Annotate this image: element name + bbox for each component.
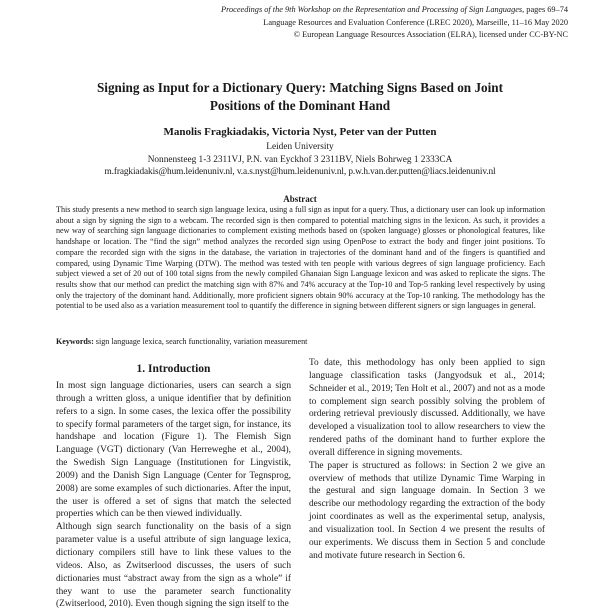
copyright-line: © European Language Resources Association (ELRA), licensed under CC-BY-NC	[293, 30, 568, 40]
title-line-1: Signing as Input for a Dictionary Query: Matching Signs Based on Joint	[96, 80, 504, 95]
abstract-text: This study presents a new method to search sign language lexica, using a full sign as input for a query. Thus, a dictionary user can look up information about a sign by signing the sign to a webcam. The recorded sign is then compared to potential matching signs in the lexicon. As such, it provides a new way of searching sign language dictionaries to complement existing methods based on (spoken language) glosses or phonological features, like handshape or location. The “find the sign” method analyzes the recorded sign using OpenPose to extract the body and finger joint positions. To compare the recorded sign with the signs in the database, the variation in trajectories of the dominant hand and of the fingers is quantified and compared, using Dynamic Time Warping (DTW). The method was tested with ten people with various degrees of sign language proficiency. Each subject viewed a set of 20 out of 100 total signs from the newly compiled Ghanaian Sign Language lexicon and was asked to replicate the signs. The results show that our method can predict the matching sign with 87% and 74% accuracy at the Top-10 and Top-5 ranking level respectively by using only the trajectory of the dominant hand. Additionally, more proficient signers obtain 90% accuracy at the Top-10 ranking. The methodology has the potential to be used also as a variation measurement tool to quantify the difference in signing between different signers or sign languages in general.	[56, 205, 545, 311]
proceedings-header	[188, 4, 568, 42]
paragraph: Although sign search functionality on the basis of a sign parameter value is a useful attribute of sign language lexica, dictionary compilers still have to link these values to the videos. Also, as Zwitserlood discusses, the users of such dictionaries must “abstract away from the sign as a whole” if they want to use the parameter search functionality (Zwitserlood, 2010). Even though signing the sign itself to the	[56, 522, 291, 610]
proceedings-pages: , pages 69–74	[522, 5, 568, 14]
paragraph: In most sign language dictionaries, users can search a sign through a written gloss, a unique identifier that by definition refers to a sign. In some cases, the lexica offer the possibility to specify formal parameters of the target sign, for instance, its handshape and location (Figure 1). The Flemish Sign Language (VGT) dictionary (Van Herreweghe et al., 2004), the Swedish Sign Language (Institutionen for Lingvistik, 2009) and the Danish Sign Language (Center for Tegnsprog, 2008) are some examples of such dictionaries. After the input, the user is offered a set of signs that match the selected properties which can be then viewed individually.	[56, 381, 291, 520]
affiliation-block	[10, 141, 590, 179]
address: Nonnensteeg 1-3 2311VJ, P.N. van Eyckhof 3 2311BV, Niels Bohrweg 1 2333CA	[147, 154, 453, 165]
keywords-list: sign language lexica, search functionality, variation measurement	[95, 337, 308, 346]
left-column	[56, 380, 291, 610]
abstract-heading: Abstract	[283, 194, 317, 204]
affiliation: Leiden University	[266, 142, 334, 152]
paragraph: To date, this methodology has only been applied to sign language classification tasks (Jangyodsuk et al., 2014; Schneider et al., 2019; Ten Holt et al., 2007) and not as a mode to complement sign search possibly solving the problem of ordering retrieval previously discussed. Additionally, we have developed a visualization tool to allow researchers to view the rendered paths of the dominant hand to further explore the overall difference in signing movements.	[309, 358, 545, 458]
title-line-2: Positions of the Dominant Hand	[209, 98, 391, 113]
author-list: Manolis Fragkiadakis, Victoria Nyst, Peter van der Putten	[163, 126, 437, 138]
proceedings-name: Proceedings of the 9th Workshop on the Representation and Processing of Sign Languages	[221, 5, 523, 14]
paper-title	[40, 79, 560, 115]
keywords	[56, 337, 545, 348]
conference-line: Language Resources and Evaluation Conference (LREC 2020), Marseille, 11–16 May 2020	[263, 17, 568, 27]
keywords-label: Keywords:	[56, 337, 94, 346]
section-heading-introduction: 1. Introduction	[136, 363, 211, 375]
paragraph: The paper is structured as follows: in Section 2 we give an overview of methods that utilize Dynamic Time Warping in the gestural and sign language domain. In Section 3 we describe our methodology regarding the extraction of the body joint coordinates as well as the experimental setup, analysis, and visualization tool. In Section 4 we present the results of our experiments. We discuss them in Section 5 and conclude and motivate future research in Section 6.	[309, 460, 545, 561]
right-column	[309, 357, 545, 563]
emails: m.fragkiadakis@hum.leidenuniv.nl, v.a.s.nyst@hum.leidenuniv.nl, p.w.h.van.der.putten@liacs.leidenuniv.nl	[104, 167, 496, 178]
